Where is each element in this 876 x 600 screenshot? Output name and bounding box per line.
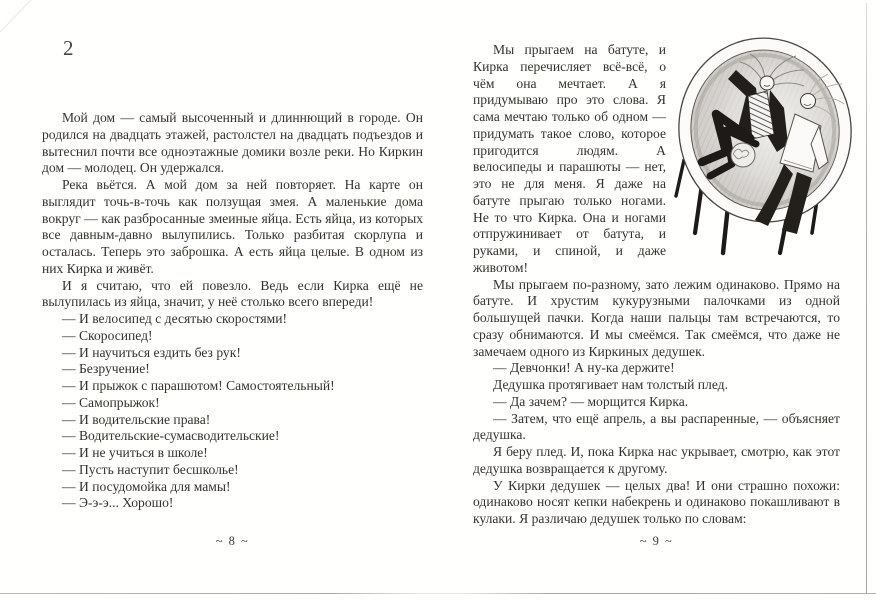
snack-pack bbox=[731, 143, 755, 167]
page-right-edge bbox=[866, 3, 867, 594]
left-page-number: ~ 8 ~ bbox=[215, 534, 250, 548]
paragraph: Мы прыгаем по-разному, зато лежим одинаково. Прямо на батуте. И хрустим кукурузными палочками из одной большущей пачки. Когда наши пальцы там встречаются, то сразу обнимаются. И мы смеёмся. Так смеёмся, что даже не замечаем одного из Киркиных дедушек. bbox=[473, 276, 840, 359]
trampoline-illustration bbox=[674, 42, 840, 266]
dialogue-line: — Водительские-сумасводительские! bbox=[62, 428, 280, 444]
paragraph: И я считаю, что ей повезло. Ведь если Кирка ещё не вылупилась из яйца, значит, у неё столько всего впереди! bbox=[42, 277, 423, 310]
dialogue-line: — Девчонки! А ну-ка держите! bbox=[493, 360, 675, 376]
paragraph: У Кирки дедушек — целых два! И они страшно похожи: одинаково носят кепки набекрень и одинаково покашливают в кулаки. Я различаю дедушек только по словам: bbox=[473, 477, 840, 526]
dialogue-line: — Да зачем? — морщится Кирка. bbox=[493, 393, 689, 409]
chapter-number: 2 bbox=[63, 36, 74, 60]
paragraph: Река вьётся. А мой дом за ней повторяет. На карте он выглядит точь-в-точь как ползущая змея. А маленькие дома вокруг — как разбросанные змеиные яйца. Есть яйца, из которых все давным-давно вылупились. Только разбитая скорлупа и осталась. Теперь это заброшка. А есть яйца целые. В одном из них Кирка и живёт. bbox=[42, 177, 423, 276]
paragraph: Я беру плед. И, пока Кирка нас укрывает, смотрю, как этот дедушка возвращается к другому. bbox=[473, 444, 840, 476]
dialogue-line: — И научиться ездить без рук! bbox=[62, 344, 241, 360]
right-page-number: ~ 9 ~ bbox=[639, 534, 674, 548]
dialogue-line: — И не учиться в школе! bbox=[62, 445, 208, 460]
page-corner-edge bbox=[0, 0, 34, 35]
dialogue-line: — И водительские права! bbox=[62, 411, 211, 427]
dialogue-line: — Э-э-э... Хорошо! bbox=[62, 495, 174, 511]
left-page-text bbox=[42, 110, 423, 512]
paragraph: Мой дом — самый высоченный и длиннющий в городе. Он родился на двадцать этажей, растолстел на двадцать подъездов и вытеснил почти все одноэтажные домики возле реки. Но Киркин дом — молодец. Он удержался. bbox=[42, 110, 423, 176]
right-page bbox=[473, 0, 840, 600]
right-page-text bbox=[473, 42, 840, 528]
dialogue-line: — И велосипед с десятью скоростями! bbox=[62, 311, 288, 326]
paragraph: Дедушка протягивает нам толстый плед. bbox=[493, 377, 728, 392]
dialogue-line: — Скоросипед! bbox=[62, 327, 153, 343]
dialogue-line: — И прыжок с парашютом! Самостоятельный! bbox=[62, 378, 335, 393]
dialogue-line: — Затем, что ещё апрель, а вы распаренные, — объясняет дедушка. bbox=[473, 410, 840, 443]
dialogue-line: — Самопрыжок! bbox=[62, 394, 160, 410]
dialogue-line: — Безручение! bbox=[62, 361, 150, 377]
left-page bbox=[42, 0, 423, 600]
dialogue-line: — И посудомойка для мамы! bbox=[62, 478, 231, 494]
paragraph: Мы прыгаем на батуте, и Кирка перечисляет всё-всё, о чём она мечтает. А я придумываю про это слова. Я сама мечтаю только об одном — придумать такое слово, которое пригодится людям. А велосипеды и парашюты — нет, это не для меня. Я даже на батуте прыгаю только ногами. Не то что Кирка. Она и ногами отпружинивает от батута, и руками, и спиной, и даже животом! bbox=[473, 42, 666, 275]
dialogue-line: — Пусть наступит бесшколье! bbox=[62, 461, 239, 477]
